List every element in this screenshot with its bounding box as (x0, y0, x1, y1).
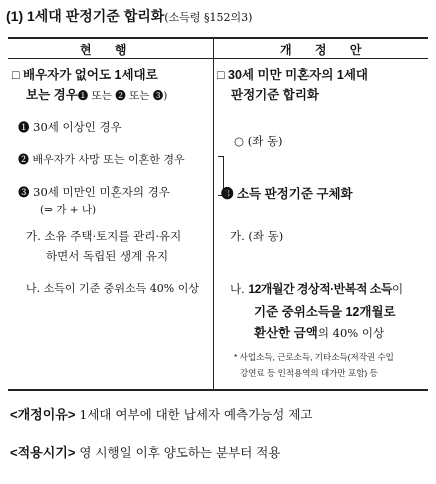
current-heading-line2: 보는 경우❶ 또는 ❷ 또는 ❸) (26, 88, 168, 102)
current-heading-line1: □ 배우자가 없어도 1세대로 (12, 68, 158, 82)
effective-label: <적용시기> (10, 445, 76, 460)
comparison-table (8, 37, 428, 391)
effective-text: 영 시행일 이후 양도하는 분부터 적용 (79, 445, 281, 460)
current-item-1: ❶ 30세 이상인 경우 (18, 120, 122, 134)
proposed-same-1: ○ (좌 동) (234, 134, 283, 148)
proposed-sub-b-line3: 환산한 금액의 40% 이상 (254, 326, 385, 340)
proposed-note-line1: * 사업소득, 근로소득, 기타소득(저작권 수입 (234, 352, 394, 362)
header-proposed: 개 정 안 (280, 43, 372, 57)
current-sub-b: 나. 소득이 기준 중위소득 40% 이상 (26, 282, 199, 295)
current-item-3-line1: ❸ 30세 미만인 미혼자의 경우 (18, 185, 170, 199)
table-header (8, 39, 428, 59)
proposed-sub-b-line1: 나. 12개월간 경상적·반복적 소득이 (230, 282, 404, 296)
proposed-item-3: ❸ 소득 판정기준 구체화 (221, 187, 353, 201)
section-title (6, 6, 252, 26)
column-divider (213, 39, 214, 389)
proposed-note-line2: 강연료 등 인적용역의 대가만 포함) 등 (240, 368, 378, 378)
section-title-citation: (소득령 §152의3) (164, 11, 253, 24)
proposed-sub-a: 가. (좌 동) (230, 229, 284, 243)
proposed-sub-b-line2: 기준 중위소득을 12개월로 (254, 305, 396, 319)
current-sub-a-line2: 하면서 독립된 생계 유지 (46, 249, 169, 263)
section-title-main: (1) 1세대 판정기준 합리화 (6, 8, 165, 24)
header-current: 현 행 (80, 43, 137, 57)
proposed-heading-line1: □ 30세 미만 미혼자의 1세대 (217, 68, 368, 82)
reason-label: <개정이유> (10, 407, 76, 422)
proposed-heading-line2: 판정기준 합리화 (231, 88, 319, 102)
current-item-2: ❷ 배우자가 사망 또는 이혼한 경우 (18, 153, 185, 166)
current-sub-a-line1: 가. 소유 주택·토지를 관리·유지 (26, 229, 182, 243)
current-item-3-line2: (⇒ 가 + 나) (40, 204, 97, 216)
reason-line (10, 404, 313, 423)
effective-line (10, 442, 280, 461)
reason-text: 1세대 여부에 대한 납세자 예측가능성 제고 (79, 407, 313, 422)
